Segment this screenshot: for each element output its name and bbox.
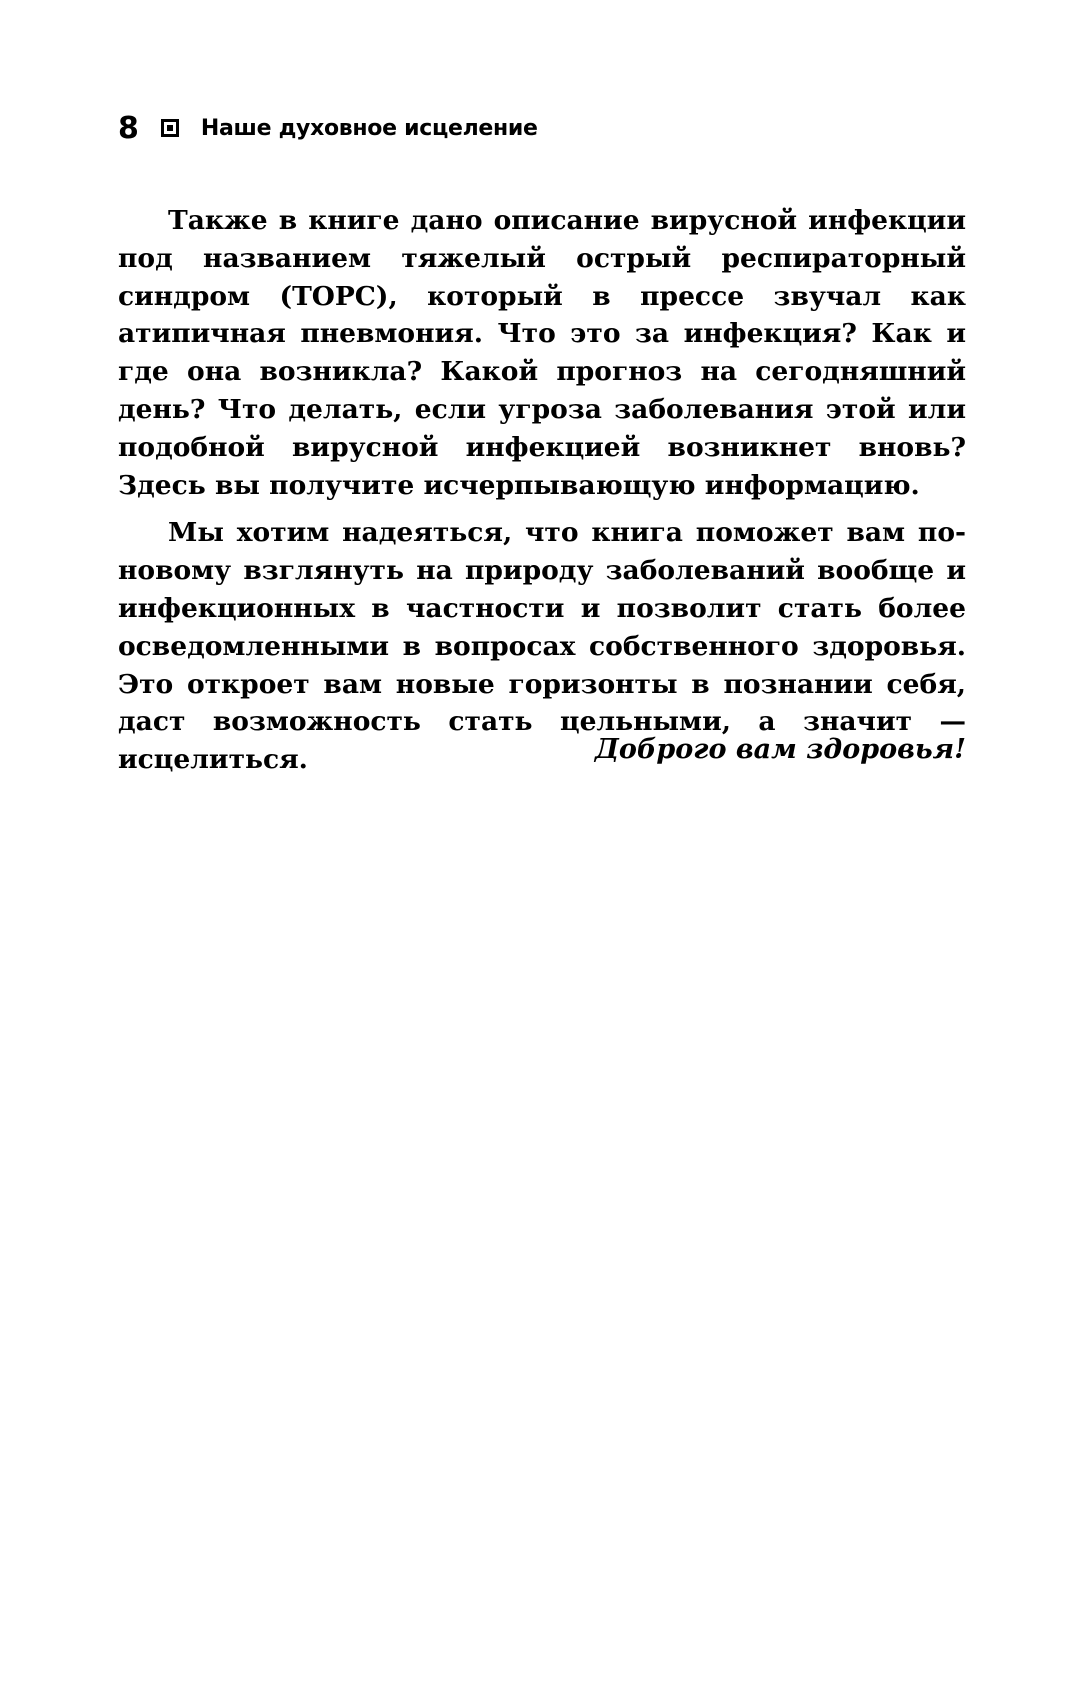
body-text xyxy=(118,202,966,779)
running-title: Наше духовное исцеление xyxy=(200,115,538,141)
closing-line: Доброго вам здоровья! xyxy=(594,734,966,765)
paragraph: Мы хотим надеяться, что книга поможет вам по-новому взглянуть на природу заболеваний вообще и инфекционных в частности и позволит стать более осведомленными в вопросах собственного здоровья. Это откроет вам новые горизонты в познании себя, даст возможность стать цельными, а значит — исцелиться. xyxy=(118,517,966,776)
square-bullet-icon xyxy=(161,119,179,137)
page-number: 8 xyxy=(118,110,139,146)
paragraph: Также в книге дано описание вирусной инфекции под названием тяжелый острый респираторный синдром (ТОРС), который в прессе звучал как атипичная пневмония. Что это за инфекция? Как и где она возникла? Какой прогноз на сегодняшний день? Что делать, если угроза заболевания этой или подобной вирусной инфекцией возникнет вновь? Здесь вы получите исчерпывающую информацию. xyxy=(118,205,966,501)
running-head xyxy=(118,110,538,146)
